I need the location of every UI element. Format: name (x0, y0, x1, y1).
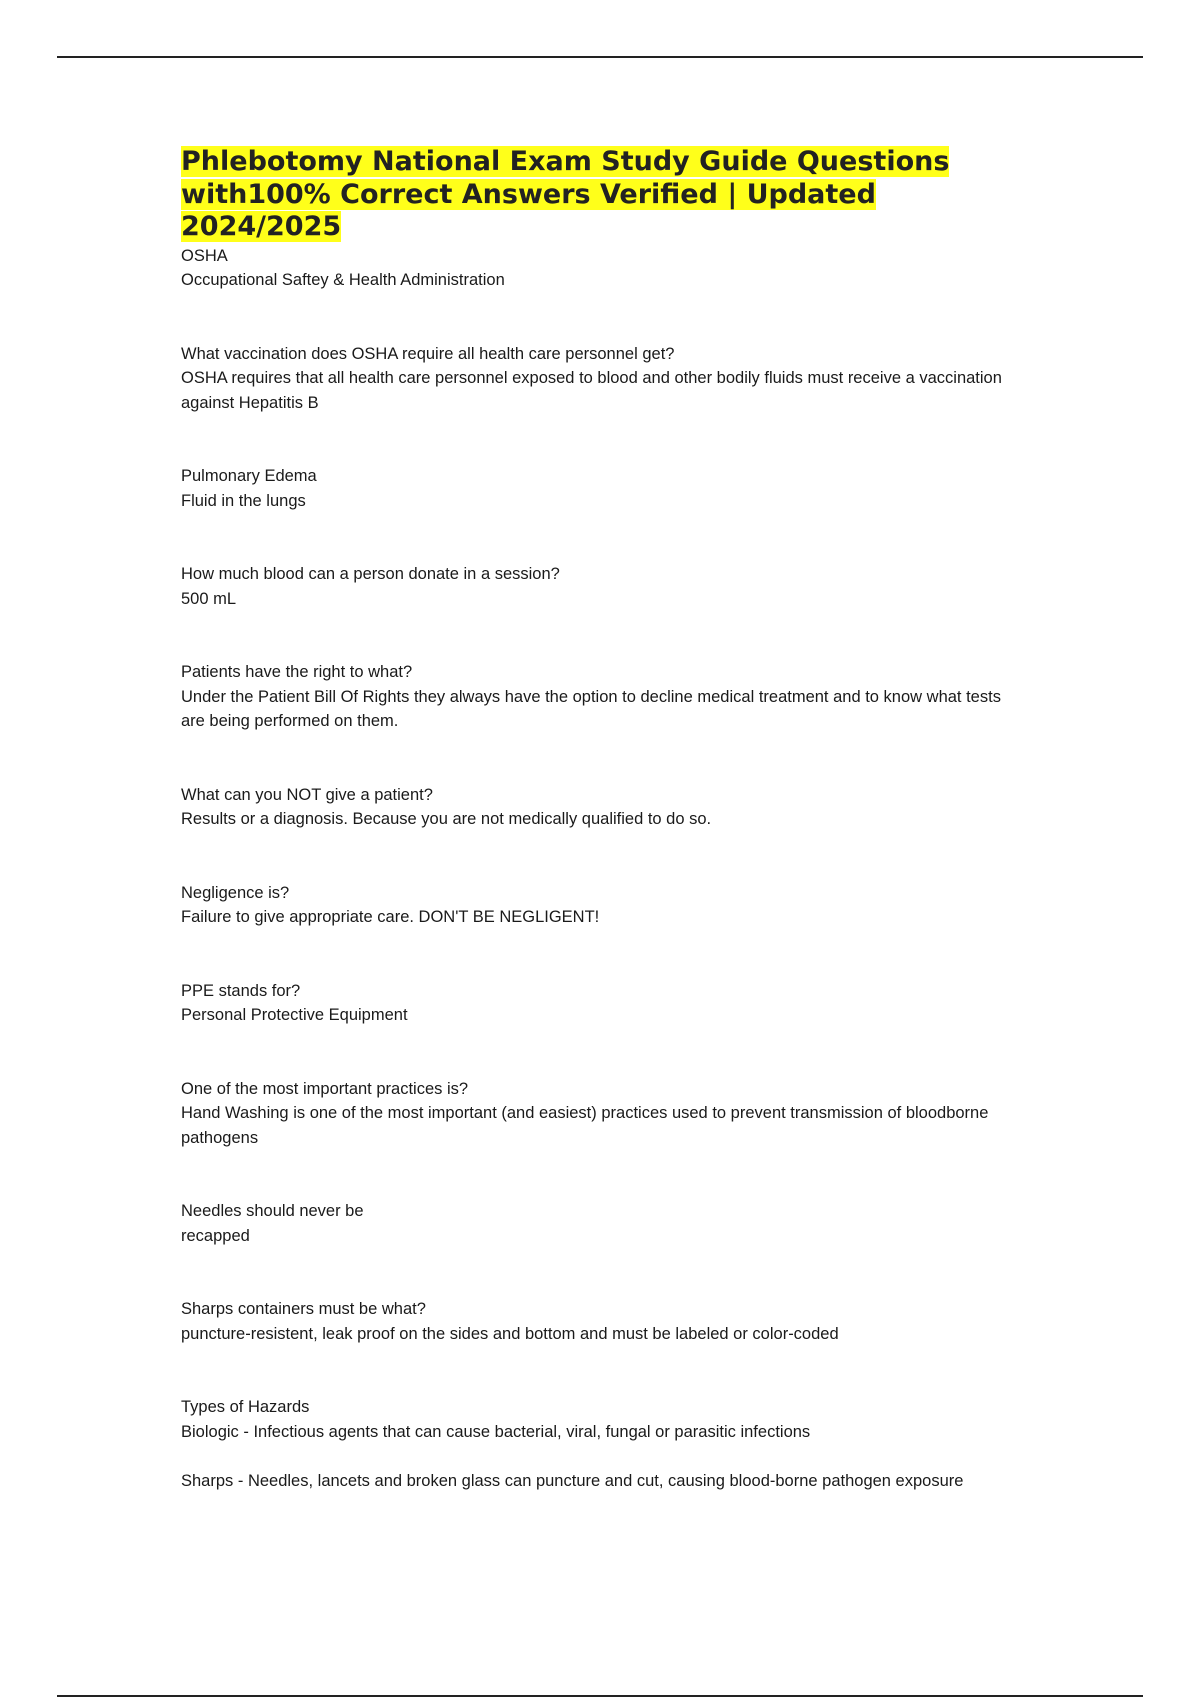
question: Needles should never be (181, 1202, 364, 1220)
answer: Under the Patient Bill Of Rights they always have the option to decline medical treatment and to know what tests are being performed on them. (181, 687, 1001, 730)
bottom-rule (57, 1695, 1143, 1697)
answer: recapped (181, 1226, 250, 1245)
question: One of the most important practices is? (181, 1079, 469, 1098)
qa-entry (181, 342, 1021, 416)
question: OSHA (181, 246, 228, 265)
qa-entry (181, 783, 1021, 832)
question: Patients have the right to what? (181, 663, 413, 681)
qa-entry (181, 244, 1021, 293)
question: Types of Hazards (181, 1398, 310, 1416)
question: Negligence is? (181, 883, 290, 902)
question: Sharps containers must be what? (181, 1300, 426, 1318)
qa-entry (181, 979, 1021, 1028)
question: What vaccination does OSHA require all health care personnel get? (181, 344, 675, 363)
answer: Personal Protective Equipment (181, 1006, 408, 1024)
qa-entry (181, 881, 1021, 930)
answer: Fluid in the lungs (181, 491, 306, 510)
qa-entry (181, 660, 1021, 734)
qa-entry (181, 464, 1021, 513)
question: PPE stands for? (181, 981, 301, 1000)
qa-entry (181, 562, 1021, 611)
question: Pulmonary Edema (181, 467, 317, 485)
answer: Failure to give appropriate care. DON'T BE NEGLIGENT! (181, 908, 600, 926)
answer: 500 mL (181, 589, 237, 608)
answer: Hand Washing is one of the most important (and easiest) practices used to prevent transmission of bloodborne pathogens (181, 1104, 989, 1147)
answer: Biologic - Infectious agents that can cause bacterial, viral, fungal or parasitic infections (181, 1422, 811, 1441)
answer-continued: Sharps - Needles, lancets and broken glass can puncture and cut, causing blood-borne pathogen exposure (181, 1471, 964, 1490)
qa-entry (181, 1395, 1021, 1493)
answer: Occupational Saftey & Health Administration (181, 271, 505, 289)
document-title: Phlebotomy National Exam Study Guide Questions with100% Correct Answers Verified | Updated 2024/2025 (181, 146, 950, 242)
document-body (181, 146, 1021, 1542)
qa-entry (181, 1199, 1021, 1248)
top-rule (57, 56, 1143, 58)
question: What can you NOT give a patient? (181, 785, 433, 804)
qa-entry (181, 1297, 1021, 1346)
qa-entry (181, 1077, 1021, 1151)
question: How much blood can a person donate in a session? (181, 565, 560, 583)
answer: OSHA requires that all health care personnel exposed to blood and other bodily fluids must receive a vaccination against Hepatitis B (181, 369, 1002, 412)
answer: Results or a diagnosis. Because you are not medically qualified to do so. (181, 810, 712, 828)
answer: puncture-resistent, leak proof on the sides and bottom and must be labeled or color-coded (181, 1324, 839, 1343)
